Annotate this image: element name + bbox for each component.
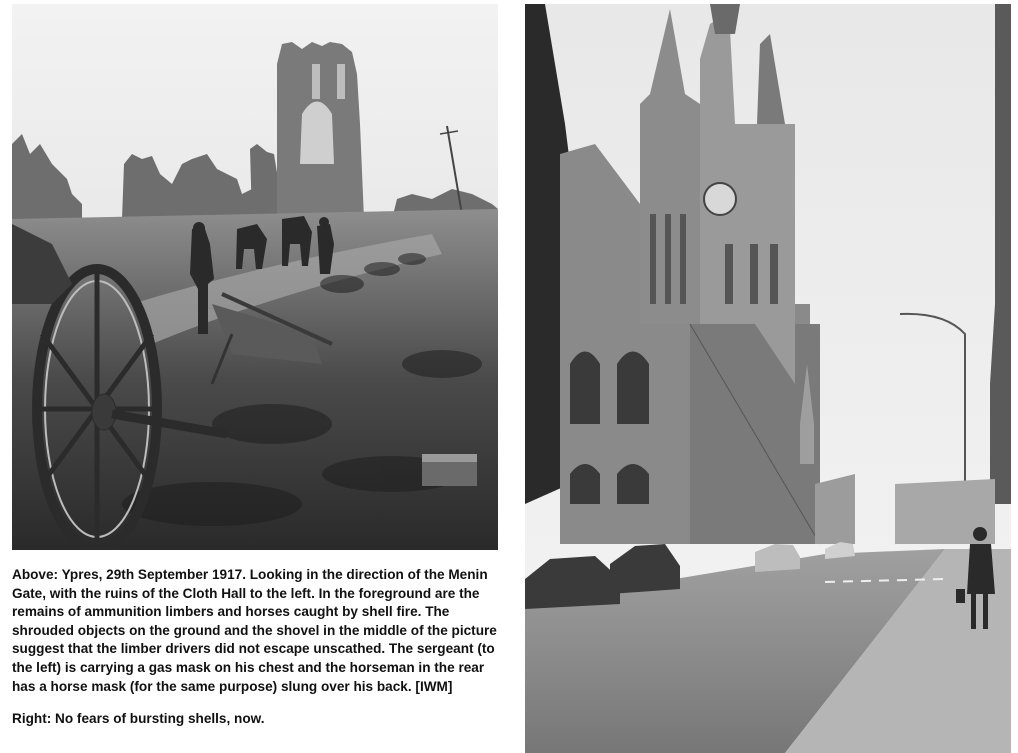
photo-ypres-1917 [12,4,498,550]
photo-ypres-1917-image [12,4,498,550]
caption-right: Right: No fears of bursting shells, now. [12,711,265,727]
photo-ypres-modern [525,4,1011,753]
photo-ypres-modern-image [525,4,1011,753]
caption-main: Above: Ypres, 29th September 1917. Looking in the direction of the Menin Gate, with the ruins of the Cloth Hall to the left. In the foreground are the remains of ammunition limbers and horses caught by shell fire. The shrouded objects on the ground and the shovel in the middle of the picture suggest that the limber drivers did not escape unscathed. The sergeant (to the left) is carrying a gas mask on his chest and the horseman in the rear has a horse mask (for the same purpose) slung over his back. [IWM] [12,567,497,694]
cloth-hall-ruin [277,42,364,219]
caption-block [12,566,498,729]
